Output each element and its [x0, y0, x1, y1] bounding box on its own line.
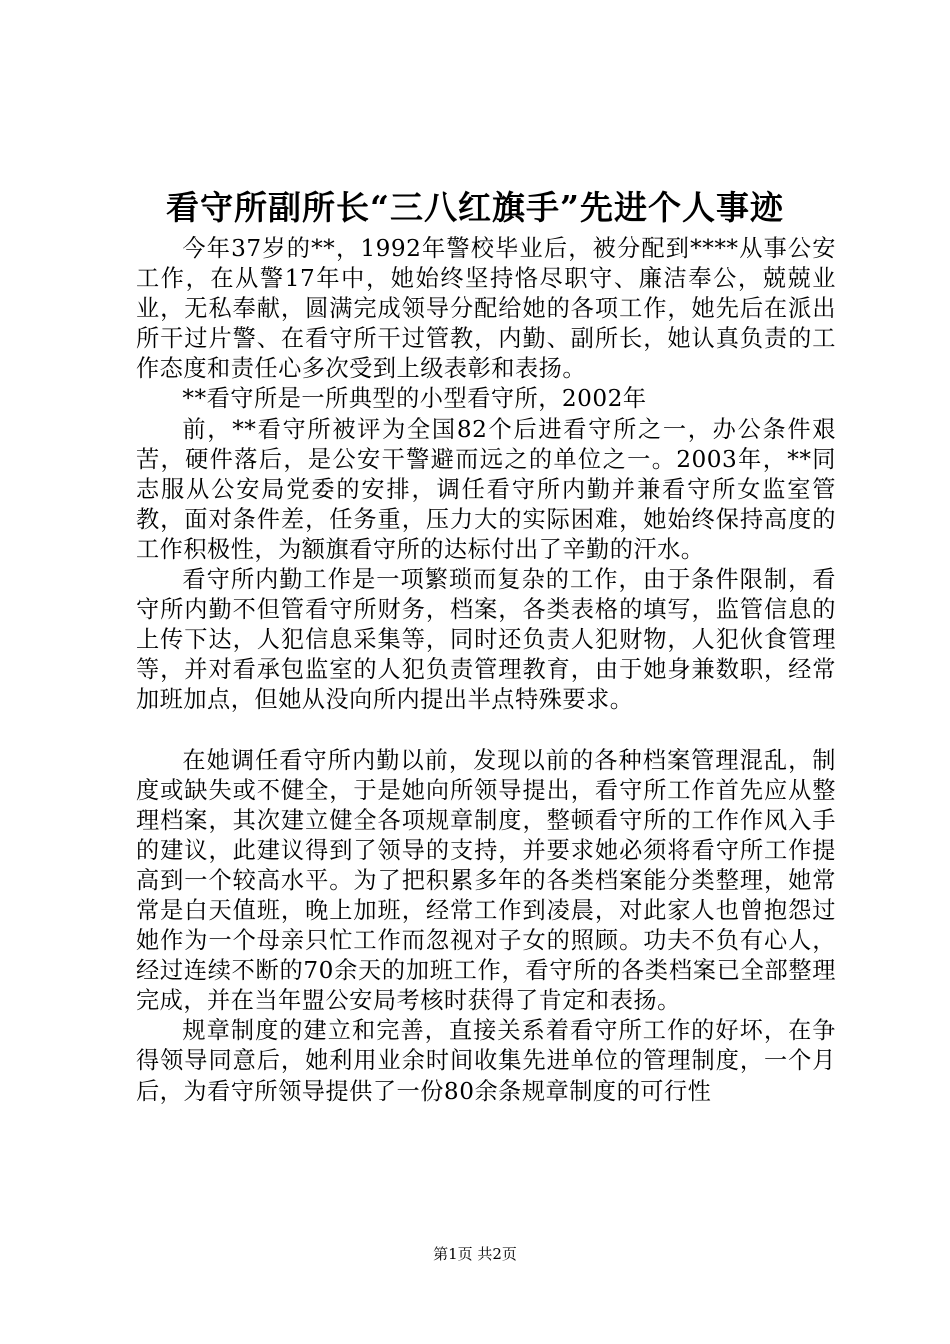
paragraph: 在她调任看守所内勤以前，发现以前的各种档案管理混乱，制度或缺失或不健全，于是她向所领导提出，看守所工作首先应从整理档案，其次建立健全各项规章制度，整顿看守所的工作作风入手的建议，此建议得到了领导的支持，并要求她必须将看守所工作提高到一个较高水平。为了把积累多年的各类档案能分类整理，她常常是白天值班，晚上加班，经常工作到凌晨，对此家人也曾抱怨过她作为一个母亲只忙工作而忽视对子女的照顾。功夫不负有心人，经过连续不断的70余天的加班工作，看守所的各类档案已全部整理完成，并在当年盟公安局考核时获得了肯定和表扬。: [136, 746, 836, 1015]
paragraph: 前，**看守所被评为全国82个后进看守所之一，办公条件艰苦，硬件落后，是公安干警避而远之的单位之一。2003年，**同志服从公安局党委的安排，调任看守所内勤并兼看守所女监室管教，面对条件差，任务重，压力大的实际困难，她始终保持高度的工作积极性，为额旗看守所的达标付出了辛勤的汗水。: [136, 415, 836, 563]
paragraph: 规章制度的建立和完善，直接关系着看守所工作的好坏，在争得领导同意后，她利用业余时间收集先进单位的管理制度，一个月后，为看守所领导提供了一份80余条规章制度的可行性: [136, 1017, 836, 1105]
page-footer: 第1页 共2页: [433, 1245, 517, 1263]
document-body: [136, 234, 836, 1107]
paragraph: **看守所是一所典型的小型看守所，2002年: [182, 385, 647, 413]
paragraph: 今年37岁的**，1992年警校毕业后，被分配到****从事公安工作，在从警17年中，她始终坚持恪尽职守、廉洁奉公，兢兢业业，无私奉献，圆满完成领导分配给她的各项工作，她先后在派出所干过片警、在看守所干过管教，内勤、副所长，她认真负责的工作态度和责任心多次受到上级表彰和表扬。: [136, 235, 836, 383]
paragraph: 看守所内勤工作是一项繁琐而复杂的工作，由于条件限制，看守所内勤不但管看守所财务，档案，各类表格的填写，监管信息的上传下达，人犯信息采集等，同时还负责人犯财物，人犯伙食管理等，并对看承包监室的人犯负责管理教育，由于她身兼数职，经常加班加点，但她从没向所内提出半点特殊要求。: [136, 566, 836, 714]
document-title: 看守所副所长“三八红旗手”先进个人事迹: [166, 188, 784, 227]
